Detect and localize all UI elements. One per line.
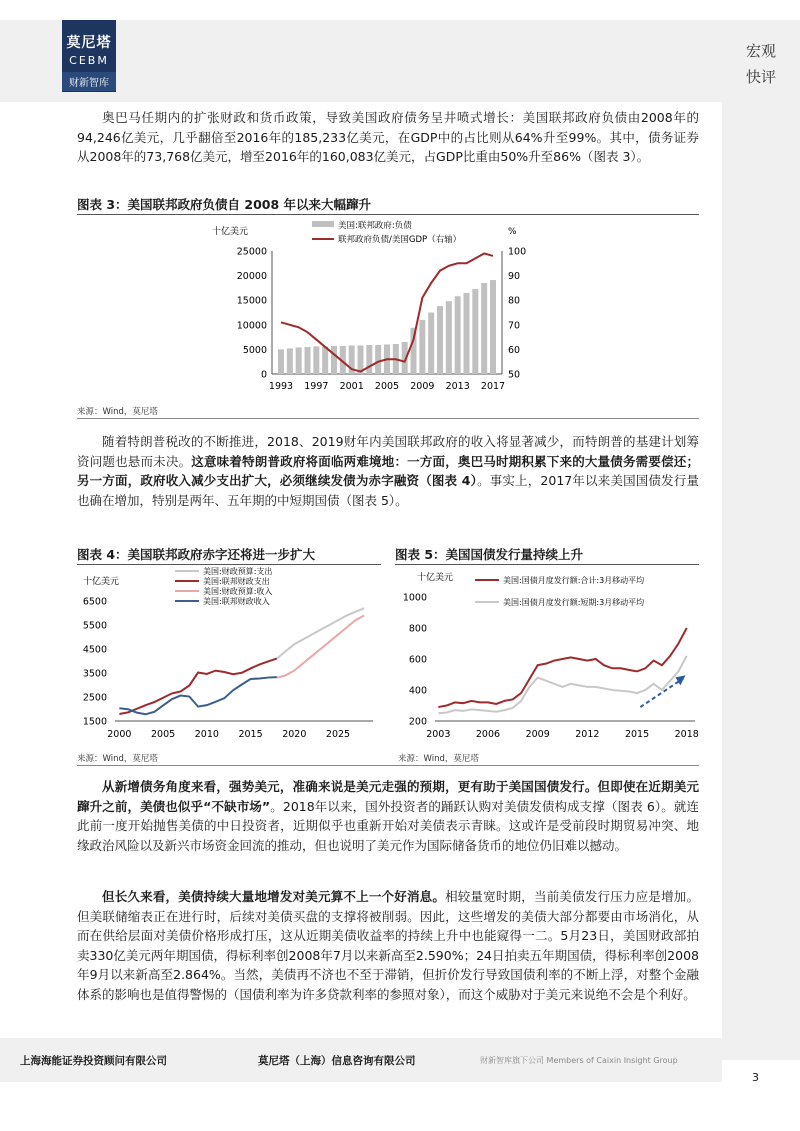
x-tick: 2001: [339, 381, 364, 392]
bar: [322, 346, 328, 374]
bar: [305, 347, 311, 374]
paragraph-2-bold: 这意味着特朗普政府将面临两难境地：一方面，奥巴马时期积累下来的大量债务需要偿还；另一方面，政府收入减少支出扩大，必须继续发债为赤字融资（图表 4）: [77, 453, 699, 488]
bar: [313, 346, 319, 374]
x-tick: 2003: [426, 729, 451, 740]
y-tick: 200: [408, 716, 427, 728]
y-tick: 4500: [82, 644, 107, 656]
legend-label: 美国:国债月度发行额:合计:3月移动平均: [503, 576, 645, 585]
y-tick-left: 5000: [242, 344, 267, 356]
section-sidebar: [722, 20, 800, 1060]
y-axis-label-right: %: [508, 227, 517, 237]
y-tick: 400: [408, 685, 427, 697]
page-number: 3: [752, 1071, 759, 1084]
bar: [278, 349, 284, 374]
bar: [331, 346, 337, 374]
y-tick: 800: [408, 623, 427, 635]
bar: [375, 345, 381, 374]
y-axis-label: 十亿美元: [83, 577, 120, 587]
section-label-line2: 快评: [745, 68, 776, 86]
divider: [77, 765, 699, 766]
bar: [287, 348, 293, 374]
y-tick: 1500: [82, 716, 107, 728]
y-tick-right: 80: [508, 295, 521, 307]
paragraph-2-part-a: 随着特朗普税改的不断推进，2018、2019财年内美国联邦政府的收入将显著减少，而特朗普的基建计划筹资问题也悬而未决。: [77, 434, 699, 469]
bar: [437, 306, 443, 374]
x-tick: 2013: [445, 381, 470, 392]
bar: [481, 283, 487, 374]
section-label-line1: 宏观: [745, 42, 776, 60]
legend-label: 美国:联邦财政收入: [203, 597, 270, 606]
x-tick: 2020: [282, 729, 307, 740]
series-line: [438, 628, 686, 707]
y-tick-right: 90: [508, 271, 521, 283]
figure-4-source: 来源：Wind，莫尼塔: [77, 754, 158, 764]
bar: [446, 301, 452, 374]
y-tick-right: 70: [508, 320, 521, 332]
x-tick: 2015: [238, 729, 263, 740]
y-tick-left: 20000: [236, 271, 267, 283]
paragraph-3-rest: 。2018年以来，国外投资者的踊跃认购对美债发债构成支撑（图表 6）。就连此前一度开始抛售美债的中日投资者，近期似乎也重新开始对美债表示青睐。这或许是受前段时期贸易冲突、地缘政治风险以及新兴市场资金回流的推动，但也说明了美元作为国际储备货币的地位仍旧难以撼动。: [77, 798, 699, 853]
footer-company-1: 上海海能证券投资顾问有限公司: [20, 1055, 167, 1067]
figure-5-source: 来源：Wind，莫尼塔: [398, 754, 479, 764]
legend-label: 美国:国债月度发行额:短期:3月移动平均: [503, 598, 645, 607]
bar: [455, 296, 461, 374]
paragraph-4-rest: 相较量宽时期，当前美债发行压力应是增加。但美联储缩表正在进行时，后续对美债买盘的支撑将被削弱。因此，这些增发的美债大部分都要由市场消化，从而在供给层面对美债价格形成打压，这从近期美债收益率的持续上升中也能窥得一二。5月23日，美国财政部拍卖330亿美元两年期国债，得标利率创2008年7月以来新高至2.590%；24日拍卖五年期国债，得标利率创2008年9月以来新高至2.864%。当然，美债再不济也不至于滞销，但折价发行导致国债利率的不断上浮，对整个金融体系的影响也是值得警惕的（国债利率为许多贷款利率的参照对象），而这个威胁对于美元来说绝不会是个利好。: [77, 889, 699, 1002]
logo-text-en: CEBM: [69, 54, 109, 67]
series-line: [277, 608, 364, 658]
paragraph-4: [77, 887, 699, 1004]
y-tick: 2500: [82, 692, 107, 704]
y-tick-right: 60: [508, 344, 521, 356]
y-tick-left: 25000: [236, 246, 267, 258]
x-tick: 1997: [304, 381, 329, 392]
bar: [411, 328, 417, 374]
footer-member-note: 财新智库旗下公司 Members of Caixin Insight Group: [480, 1056, 678, 1065]
y-tick: 6500: [82, 596, 107, 608]
y-tick: 3500: [82, 668, 107, 680]
y-tick: 600: [408, 654, 427, 666]
figure-3-title: 图表 3：美国联邦政府负债自 2008 年以来大幅蹿升: [77, 195, 699, 215]
series-line: [119, 677, 276, 714]
x-tick: 2018: [674, 729, 699, 740]
section-label: [722, 38, 800, 90]
divider: [77, 418, 699, 419]
bar: [472, 289, 478, 374]
paragraph-3: [77, 777, 699, 855]
bar: [490, 280, 496, 374]
x-tick: 2012: [575, 729, 600, 740]
cebm-logo: [62, 20, 116, 92]
logo-text-caixin: 财新智库: [62, 72, 116, 91]
x-tick: 2010: [194, 729, 219, 740]
x-tick: 2017: [480, 381, 506, 392]
paragraph-1: 奥巴马任期内的扩张财政和货币政策，导致美国政府债务呈井喷式增长：美国联邦政府负债由2008年的94,246亿美元，几乎翻倍至2016年的185,233亿美元，在GDP中的占比则从64%升至99%。其中，债务证券从2008年的73,768亿美元，增至2016年的160,083亿美元，占GDP比重由50%升至86%（图表 3）。: [77, 110, 699, 164]
y-tick: 5500: [82, 620, 107, 632]
bar: [296, 347, 302, 374]
y-tick-right: 100: [508, 246, 527, 258]
paragraph-3-bold: 从新增债务角度来看，强势美元，准确来说是美元走强的预期，更有助于美国国债发行。但即使在近期美元蹿升之前，美债也似乎“不缺市场”: [77, 779, 699, 814]
y-tick-left: 10000: [236, 320, 267, 332]
legend-label: 联邦政府负债/美国GDP（右轴）: [338, 235, 462, 245]
figure-3-chart: [77, 215, 699, 403]
x-tick: 2000: [107, 729, 132, 740]
bar: [464, 293, 470, 374]
bar: [366, 345, 372, 374]
bar: [428, 313, 434, 375]
figure-3-source: 来源：Wind，莫尼塔: [77, 407, 158, 417]
legend-label: 美国:联邦政府:负债: [338, 221, 412, 231]
figure-4-chart: [77, 565, 381, 747]
y-tick: 1000: [402, 592, 427, 604]
x-tick: 2009: [410, 381, 435, 392]
x-tick: 2005: [151, 729, 176, 740]
trend-arrow-line: [640, 678, 683, 707]
legend-label: 美国:财政预算:支出: [203, 567, 273, 576]
footer-company-2: 莫尼塔（上海）信息咨询有限公司: [258, 1055, 416, 1067]
x-tick: 2015: [624, 729, 650, 740]
figure-5-chart: [395, 565, 699, 747]
y-tick-left: 0: [260, 369, 267, 381]
paragraph-2-part-c: 。事实上，2017年以来美国国债发行量也确在增加，特别是两年、五年期的中短期国债（图表 5）。: [77, 473, 699, 508]
y-tick-left: 15000: [236, 295, 267, 307]
x-tick: 1993: [268, 381, 294, 392]
legend-label: 美国:联邦财政支出: [203, 577, 270, 586]
legend-label: 美国:财政预算:收入: [203, 587, 273, 596]
figure-5-title: 图表 5：美国国债发行量持续上升: [395, 545, 699, 565]
paragraph-4-bold: 但长久来看，美债持续大量地增发对美元算不上一个好消息。: [102, 889, 446, 904]
footer-band: [0, 1038, 722, 1082]
x-tick: 2006: [475, 729, 501, 740]
figure-4-title: 图表 4：美国联邦政府赤字还将进一步扩大: [77, 545, 381, 565]
y-tick-right: 50: [508, 369, 521, 381]
bar: [419, 320, 425, 374]
logo-text-cn: 莫尼塔: [66, 35, 112, 51]
x-tick: 2025: [325, 729, 351, 740]
x-tick: 2005: [374, 381, 400, 392]
legend-swatch-bar: [312, 221, 334, 227]
paragraph-2: [77, 432, 699, 510]
y-axis-label: 十亿美元: [417, 573, 454, 583]
y-axis-label-left: 十亿美元: [211, 227, 248, 237]
x-tick: 2009: [525, 729, 550, 740]
